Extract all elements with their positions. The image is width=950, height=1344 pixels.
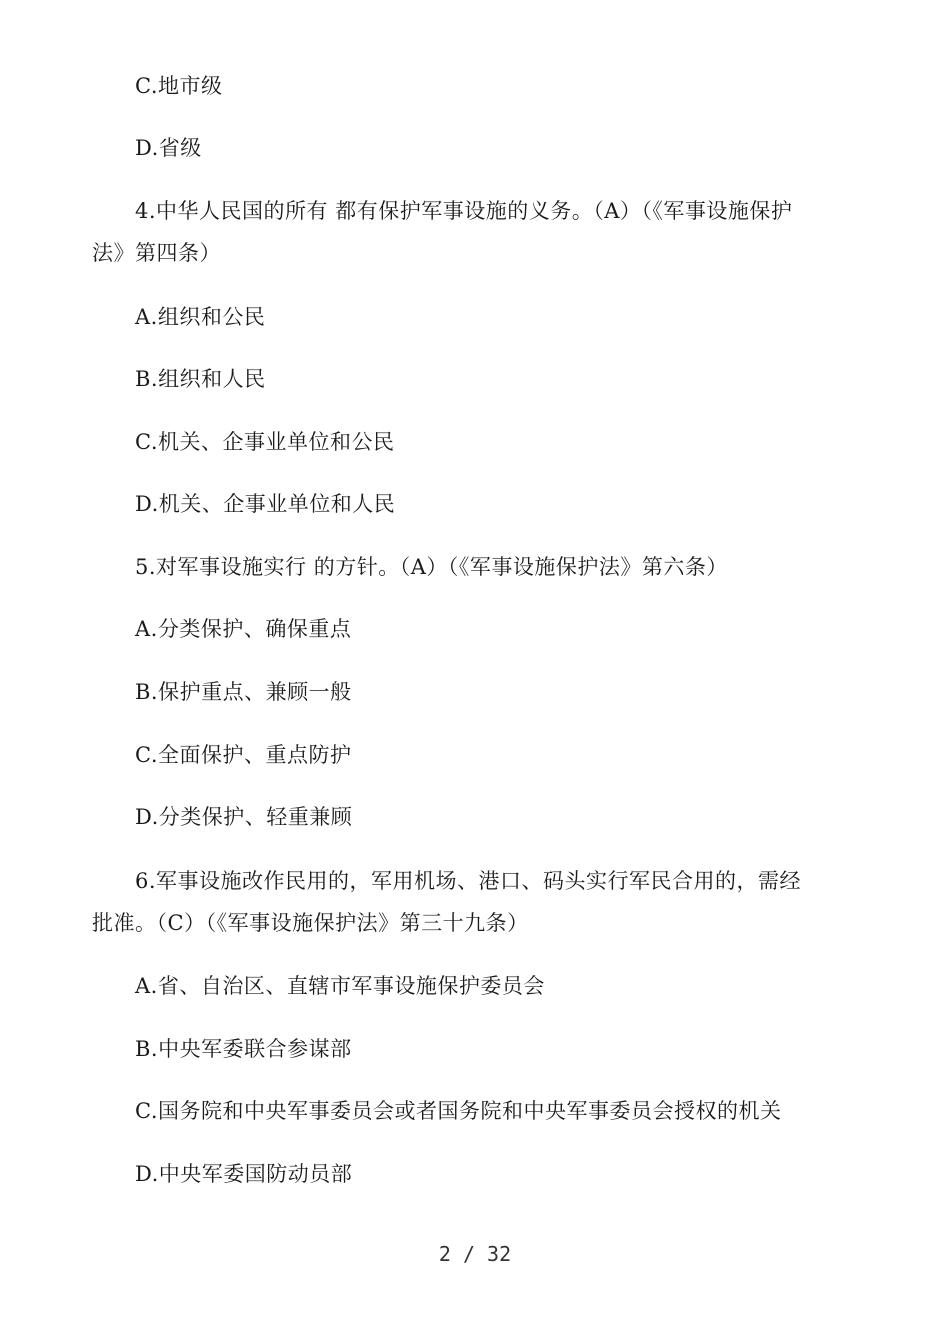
option-4b: B.组织和人民 — [135, 367, 266, 391]
option-6b: B.中央军委联合参谋部 — [135, 1037, 352, 1061]
question-5: 5.对军事设施实行 的方针。（A）（《军事设施保护法》第六条） — [135, 555, 728, 579]
option-3d: D.省级 — [135, 136, 202, 160]
option-6d: D.中央军委国防动员部 — [135, 1162, 353, 1186]
page-number: 2 / 32 — [438, 1242, 512, 1266]
option-6a: A.省、自治区、直辖市军事设施保护委员会 — [135, 974, 545, 998]
question-4: 4.中华人民国的所有 都有保护军事设施的义务。（A）（《军事设施保护 — [135, 199, 793, 223]
option-4a: A.组织和公民 — [135, 305, 266, 329]
option-5a: A.分类保护、确保重点 — [135, 617, 352, 641]
option-6c: C.国务院和中央军事委员会或者国务院和中央军事委员会授权的机关 — [135, 1099, 782, 1123]
option-5b: B.保护重点、兼顾一般 — [135, 680, 352, 704]
question-6: 6.军事设施改作民用的，军用机场、港口、码头实行军民合用的，需经 — [135, 869, 802, 893]
question-6-continuation: 批准。（C）（《军事设施保护法》第三十九条） — [92, 911, 529, 935]
question-4-continuation: 法》第四条） — [92, 241, 221, 265]
option-3c: C.地市级 — [135, 74, 223, 98]
option-4c: C.机关、企事业单位和公民 — [135, 430, 395, 454]
option-5d: D.分类保护、轻重兼顾 — [135, 805, 353, 829]
option-5c: C.全面保护、重点防护 — [135, 743, 352, 767]
option-4d: D.机关、企事业单位和人民 — [135, 492, 396, 516]
